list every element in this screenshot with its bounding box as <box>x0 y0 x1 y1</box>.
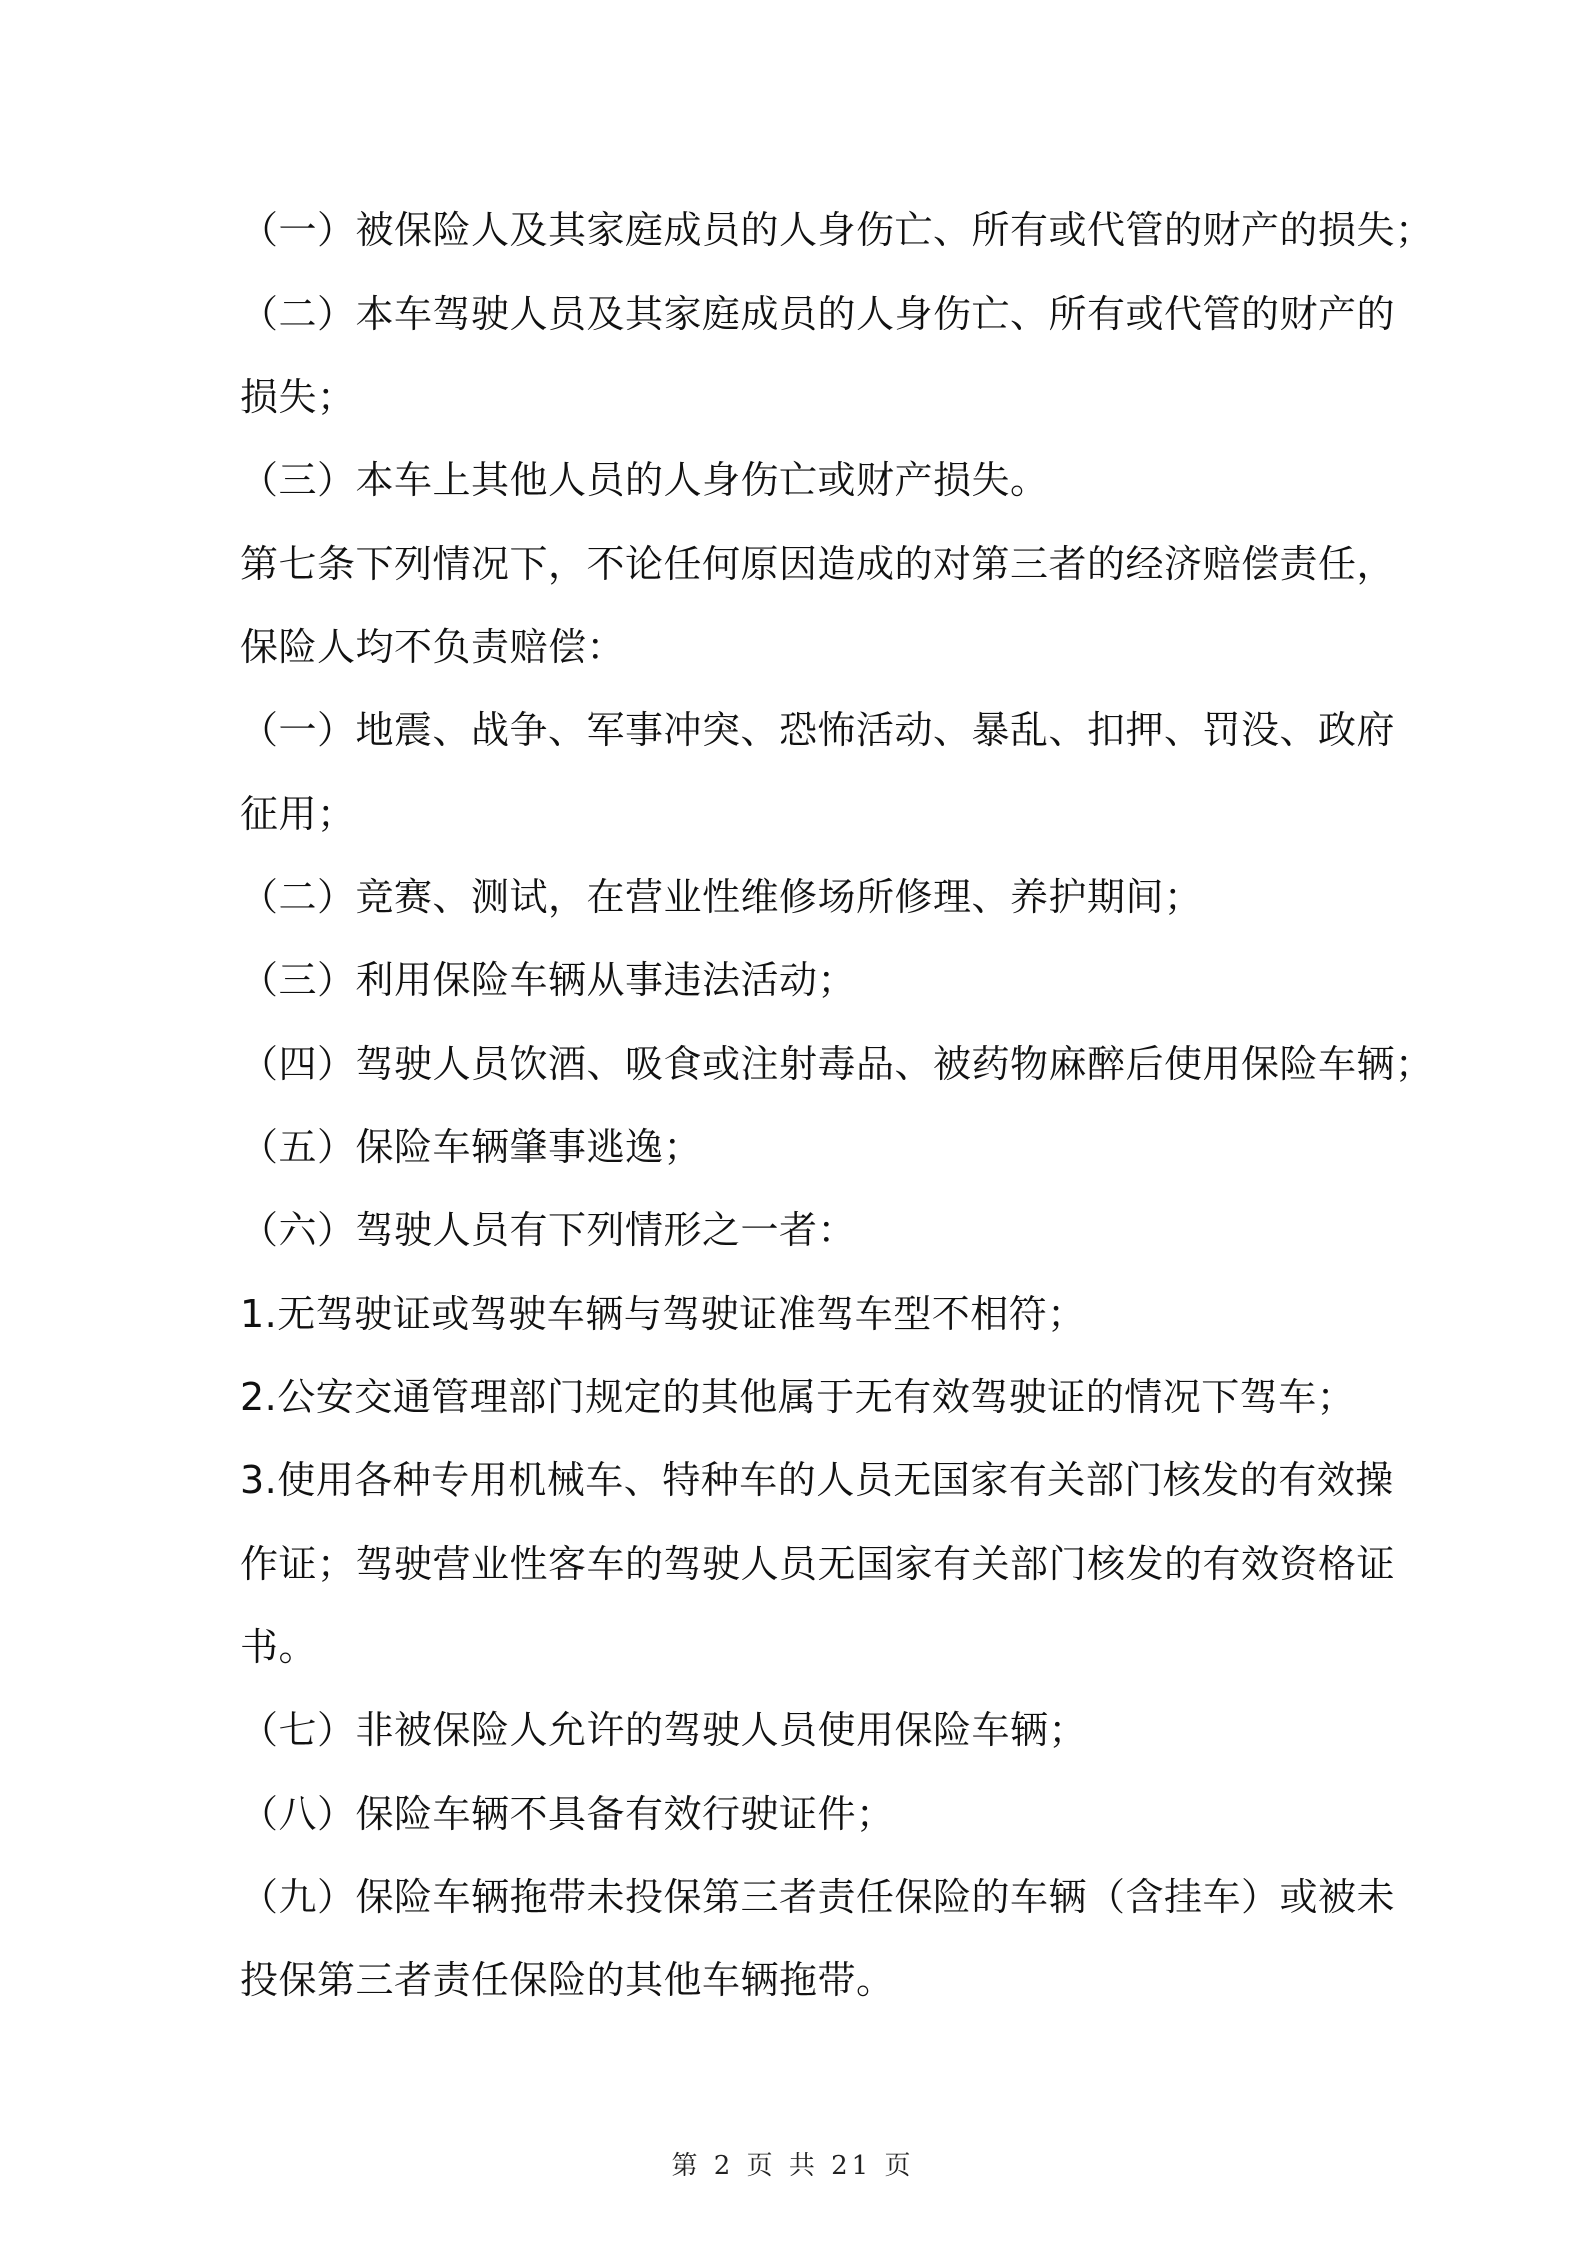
text-line: 书。 <box>240 1625 318 1669</box>
text-line: 保险人均不负责赔偿： <box>240 625 626 669</box>
text-line: （三）利用保险车辆从事违法活动； <box>240 958 857 1002</box>
text-line: （八）保险车辆不具备有效行驶证件； <box>240 1792 895 1836</box>
text-line: （四）驾驶人员饮酒、吸食或注射毒品、被药物麻醉后使用保险车辆； <box>240 1042 1434 1086</box>
text-line: （五）保险车辆肇事逃逸； <box>240 1125 703 1169</box>
text-line: 3.使用各种专用机械车、特种车的人员无国家有关部门核发的有效操 <box>240 1458 1394 1502</box>
text-line: 第七条下列情况下，不论任何原因造成的对第三者的经济赔偿责任， <box>240 542 1396 586</box>
text-line: （九）保险车辆拖带未投保第三者责任保险的车辆（含挂车）或被未 <box>240 1875 1396 1919</box>
text-line: 作证；驾驶营业性客车的驾驶人员无国家有关部门核发的有效资格证 <box>240 1542 1396 1586</box>
text-line: （一）被保险人及其家庭成员的人身伤亡、所有或代管的财产的损失； <box>240 208 1434 252</box>
text-line: 征用； <box>240 792 356 836</box>
text-line: （二）本车驾驶人员及其家庭成员的人身伤亡、所有或代管的财产的 <box>240 292 1396 336</box>
text-line: （七）非被保险人允许的驾驶人员使用保险车辆； <box>240 1708 1088 1752</box>
text-line: （一）地震、战争、军事冲突、恐怖活动、暴乱、扣押、罚没、政府 <box>240 708 1396 752</box>
page-number-footer: 第 2 页 共 21 页 <box>671 2151 915 2181</box>
text-line: （二）竞赛、测试，在营业性维修场所修理、养护期间； <box>240 875 1203 919</box>
text-line: （六）驾驶人员有下列情形之一者： <box>240 1208 857 1252</box>
text-line: 损失； <box>240 375 356 419</box>
text-line: 投保第三者责任保险的其他车辆拖带。 <box>240 1958 895 2002</box>
text-line: 1.无驾驶证或驾驶车辆与驾驶证准驾车型不相符； <box>240 1292 1086 1336</box>
text-line: （三）本车上其他人员的人身伤亡或财产损失。 <box>240 458 1049 502</box>
text-line: 2.公安交通管理部门规定的其他属于无有效驾驶证的情况下驾车； <box>240 1375 1356 1419</box>
